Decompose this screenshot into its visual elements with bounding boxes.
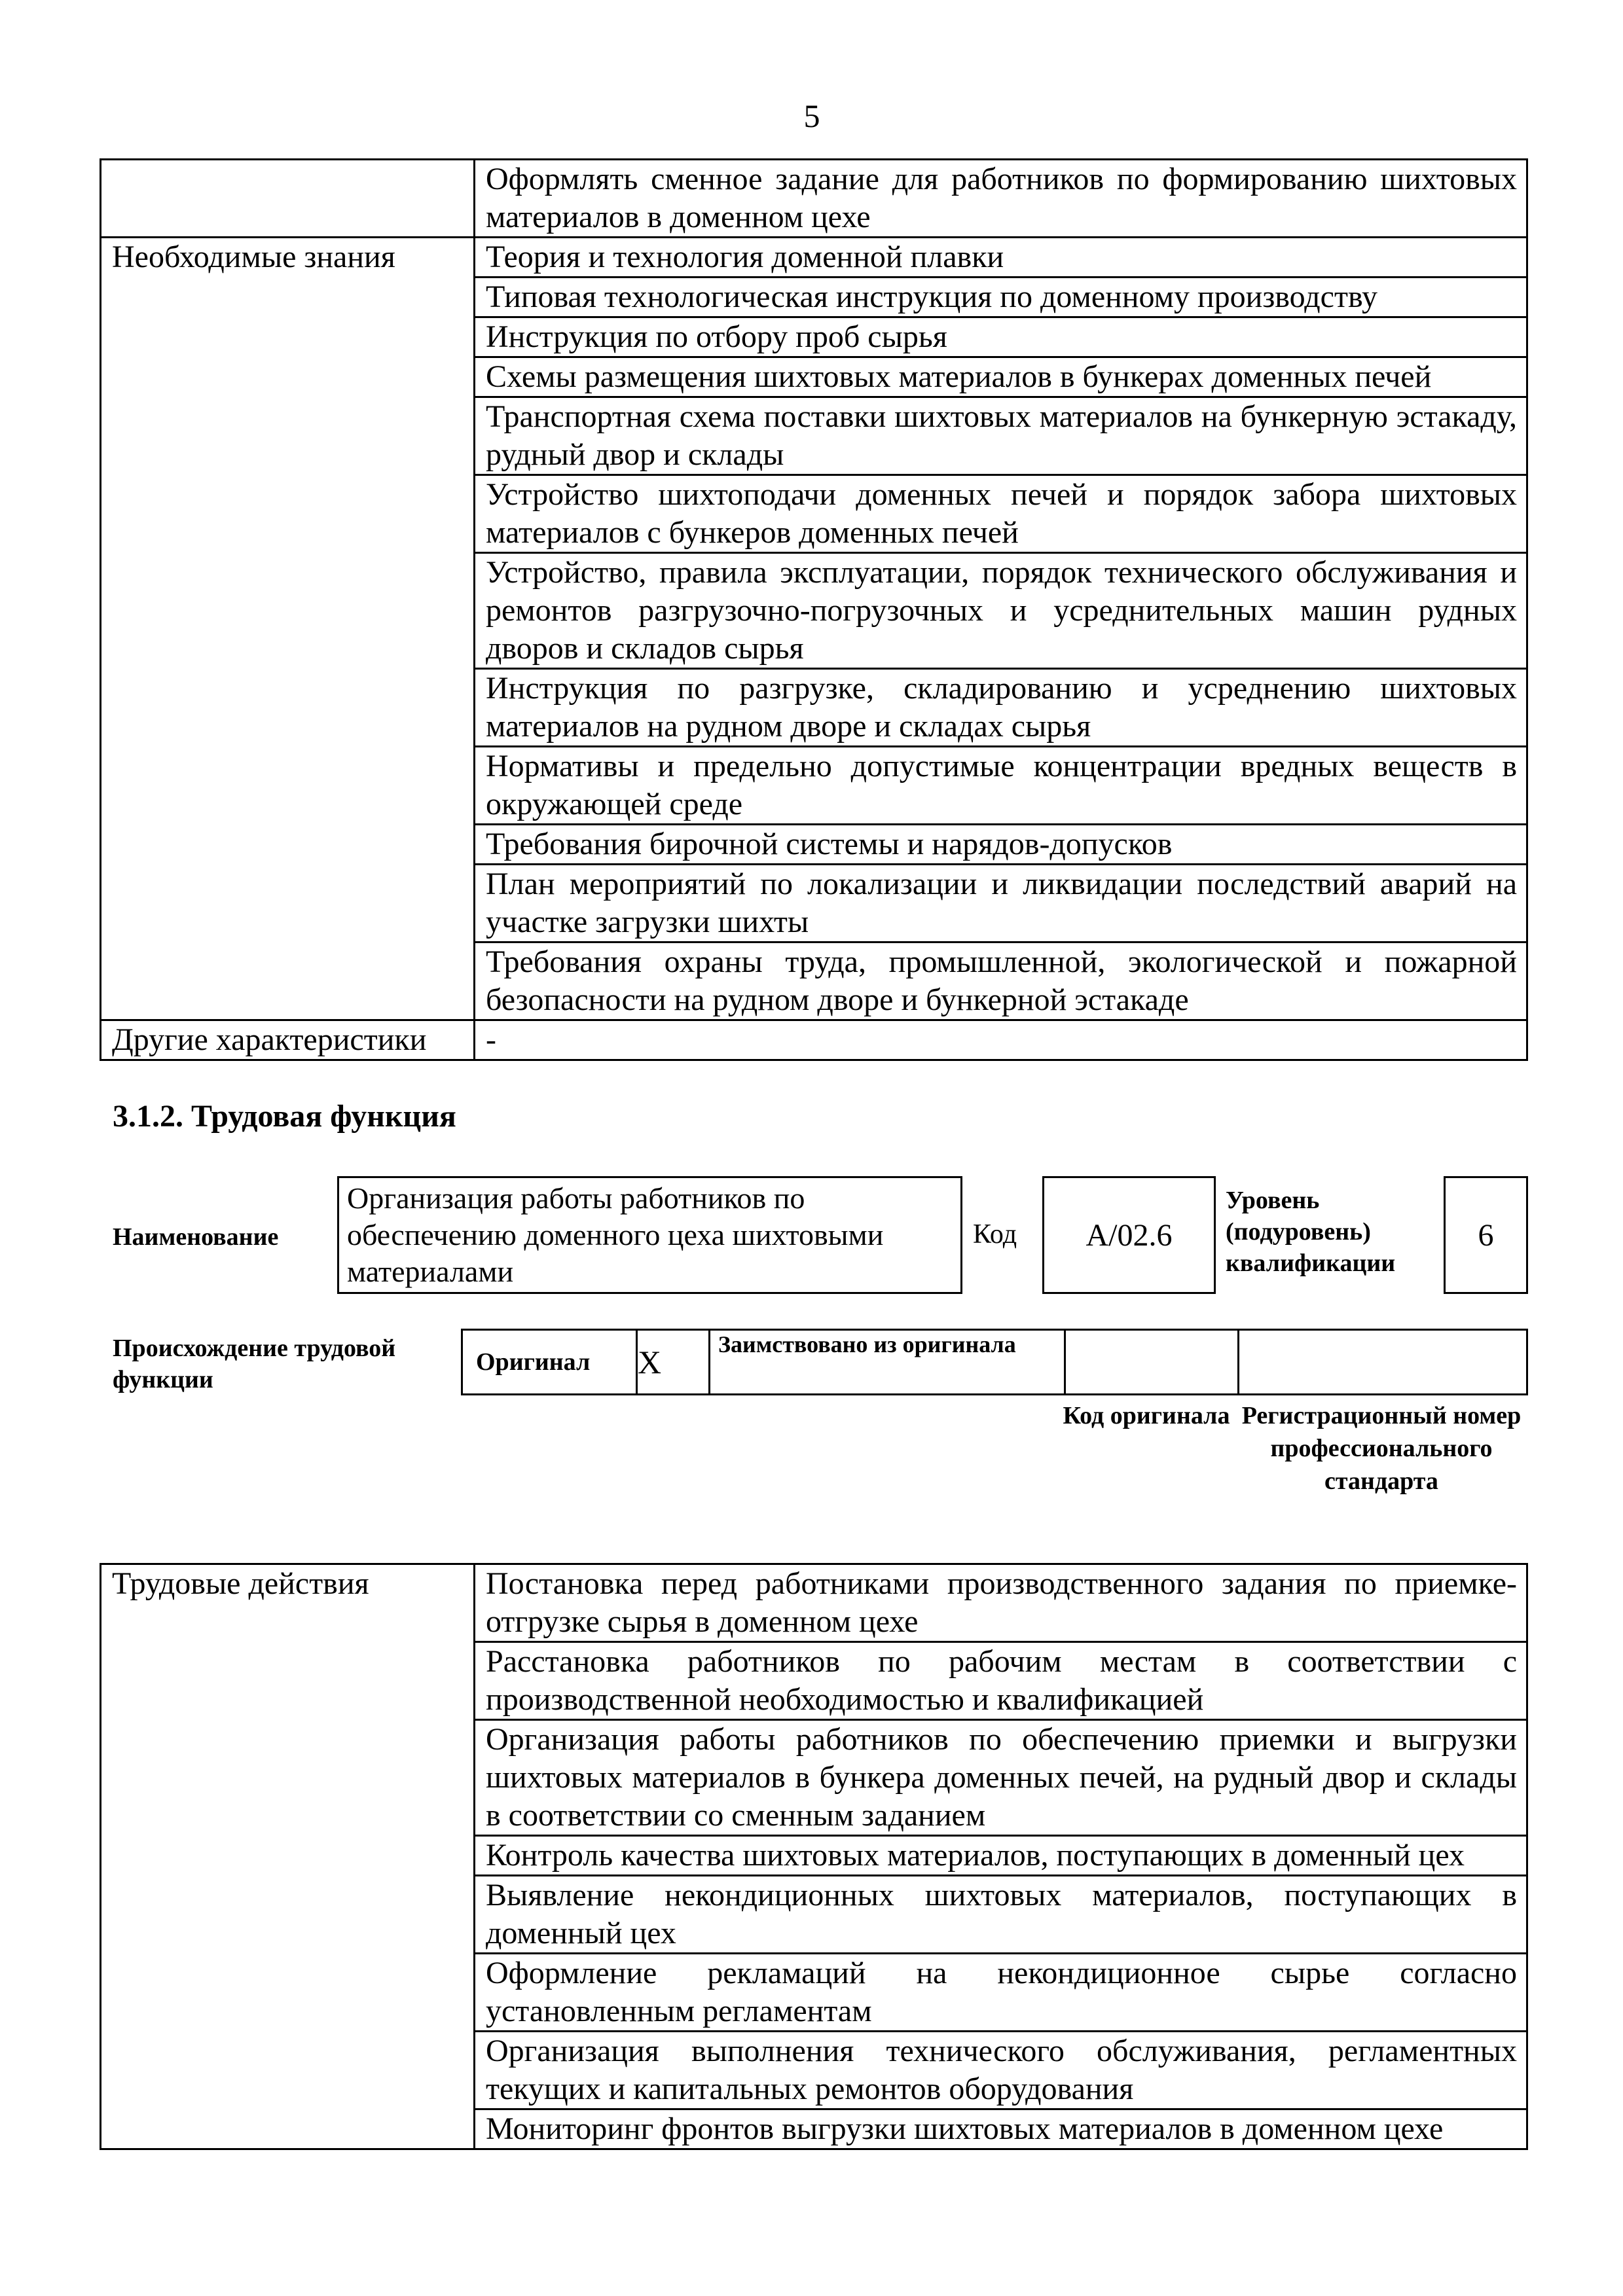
knowledge-item: Схемы размещения шихтовых материалов в бункерах доменных печей [475, 357, 1527, 397]
knowledge-item: Типовая технологическая инструкция по доменному производству [475, 278, 1527, 317]
empty-label-cell [101, 160, 475, 238]
action-item: Оформление рекламаций на некондиционное сырье согласно установленным регламентам [475, 1954, 1527, 2032]
knowledge-item: Требования бирочной системы и нарядов-допусков [475, 825, 1527, 865]
action-item: Выявление некондиционных шихтовых материалов, поступающих в доменный цех [475, 1876, 1527, 1954]
name-label: Наименование [113, 1223, 279, 1251]
registration-number-cell [1239, 1330, 1527, 1395]
knowledge-item: Требования охраны труда, промышленной, экологической и пожарной безопасности на рудном дворе и бункерной эстакаде [475, 942, 1527, 1020]
knowledge-item: Устройство шихтоподачи доменных печей и порядок забора шихтовых материалов с бункеров доменных печей [475, 475, 1527, 553]
knowledge-item: Инструкция по разгрузке, складированию и усреднению шихтовых материалов на рудном дворе и складах сырья [475, 669, 1527, 747]
action-item: Мониторинг фронтов выгрузки шихтовых материалов в доменном цехе [475, 2109, 1527, 2149]
action-item: Организация работы работников по обеспечению приемки и выгрузки шихтовых материалов в бункера доменных печей, на рудный двор и склады в соответствии со сменным заданием [475, 1720, 1527, 1836]
page-number: 5 [803, 98, 820, 134]
origin-table [461, 1329, 1528, 1395]
level-label [1226, 1185, 1422, 1279]
action-item: Постановка перед работниками производственного задания по приемке-отгрузке сырья в доменном цехе [475, 1564, 1527, 1642]
knowledge-item: Устройство, правила эксплуатации, порядок технического обслуживания и ремонтов разгрузочно-погрузочных и усреднительных машин рудных дворов и складов сырья [475, 553, 1527, 669]
knowledge-item: План мероприятий по локализации и ликвидации последствий аварий на участке загрузки шихты [475, 865, 1527, 942]
knowledge-item: Нормативы и предельно допустимые концентрации вредных веществ в окружающей среде [475, 747, 1527, 825]
table-row [101, 1020, 1527, 1060]
code-value: А/02.6 [1042, 1176, 1216, 1294]
level-label-text: Уровень (подуровень) квалификации [1226, 1187, 1396, 1277]
original-mark: X [637, 1330, 710, 1395]
action-item: Организация выполнения технического обслуживания, регламентных текущих и капитальных ремонтов оборудования [475, 2032, 1527, 2109]
knowledge-item: Транспортная схема поставки шихтовых материалов на бункерную эстакаду, рудный двор и склады [475, 397, 1527, 475]
continuation-cell: Оформлять сменное задание для работников по формированию шихтовых материалов в доменном цехе [475, 160, 1527, 238]
other-value: - [475, 1020, 1527, 1060]
original-code-cell [1065, 1330, 1239, 1395]
registration-caption: Регистрационный номер профессионального стандарта [1241, 1402, 1522, 1495]
table-row [101, 238, 1527, 278]
name-value: Организация работы работников по обеспечению доменного цеха шихтовыми материалами [337, 1176, 962, 1294]
other-label: Другие характеристики [101, 1020, 475, 1060]
actions-label: Трудовые действия [101, 1564, 475, 2149]
original-label: Оригинал [462, 1330, 637, 1395]
origin-label: Происхождение трудовой функции [113, 1335, 396, 1393]
section-heading: 3.1.2. Трудовая функция [113, 1099, 456, 1134]
knowledge-item: Инструкция по отбору проб сырья [475, 317, 1527, 357]
code-label: Код [973, 1219, 1017, 1249]
knowledge-item: Теория и технология доменной плавки [475, 238, 1527, 278]
knowledge-label: Необходимые знания [101, 238, 475, 1020]
table-row [101, 160, 1527, 238]
table-row [101, 1564, 1527, 1642]
level-value: 6 [1444, 1176, 1528, 1294]
knowledge-table [100, 158, 1528, 1061]
borrowed-label: Заимствовано из оригинала [710, 1330, 1065, 1395]
table-row [462, 1330, 1527, 1395]
action-item: Расстановка работников по рабочим местам в соответствии с производственной необходимостью и квалификацией [475, 1642, 1527, 1720]
code-caption: Код оригинала [1063, 1402, 1230, 1429]
action-item: Контроль качества шихтовых материалов, поступающих в доменный цех [475, 1836, 1527, 1876]
actions-table [100, 1563, 1528, 2150]
